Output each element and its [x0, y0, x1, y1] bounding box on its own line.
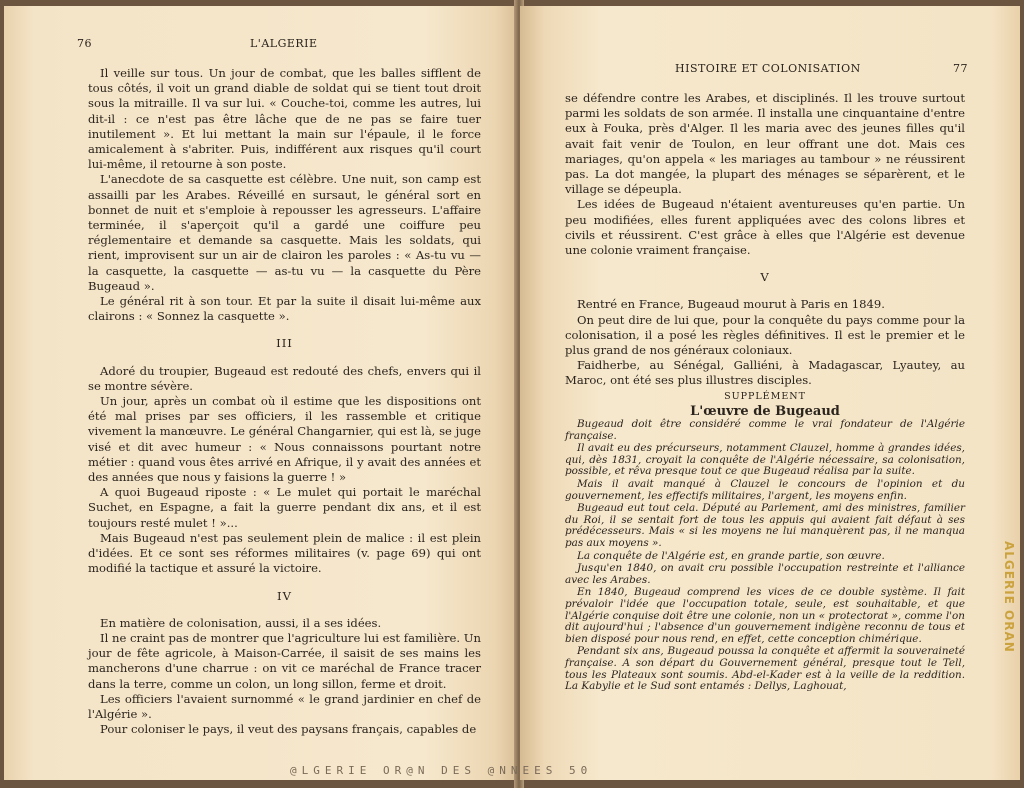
paragraph: Adoré du troupier, Bugeaud est redouté des chefs, envers qui il se montre sévère. [88, 363, 481, 393]
paragraph: A quoi Bugeaud riposte : « Le mulet qui portait le maréchal Suchet, en Espagne, a fait la guerre pendant dix ans, et il est toujours resté mulet ! »... [88, 485, 481, 530]
section-heading-v: V [760, 270, 770, 285]
supplement-paragraph: La conquête de l'Algérie est, en grande partie, son œuvre. [577, 549, 885, 562]
section-heading-iv: IV [277, 588, 292, 603]
supplement-paragraph: Pendant six ans, Bugeaud poussa la conquête et affermit la souveraineté française. A son départ du Gouvernement général, presque tout le Tell, tous les Plateaux sont soumis. Abd-el-Kader est à la veille de la reddition. La Kabylie et le Sud sont entamés : Dellys, Laghouat, [565, 645, 965, 693]
supplement-paragraph: Bugeaud doit être considéré comme le vrai fondateur de l'Algérie française. [565, 418, 965, 442]
paragraph: Il veille sur tous. Un jour de combat, que les balles sifflent de tous côtés, il voit un grand diable de soldat qui se tient tout droit sous la mitraille. Il va sur lui. « Couche-toi, comme les autres, lui dit-il : ce n'est pas être lâche que de ne pas se faire tuer inutilement ». Et lui mettant la main sur l'épaule, il le force amicalement à s'abriter. Puis, indifférent aux risques qu'il court lui-même, il retourne à son poste. [88, 66, 481, 172]
bottom-watermark: @LGERIE OR@N DES @NNEES 50 [290, 764, 593, 777]
supplement-paragraph: Bugeaud eut tout cela. Député au Parlement, ami des ministres, familier du Roi, il se sentait fort de tous les appuis qui avaient fait défaut à ses prédécesseurs. Mais « si les moyens ne lui manquèrent pas, il ne manqua pas aux moyens ». [565, 502, 965, 549]
paragraph: Les officiers l'avaient surnommé « le grand jardinier en chef de l'Algérie ». [88, 691, 481, 721]
supplement-heading: SUPPLÉMENT [724, 390, 806, 402]
section-iii-paragraphs [88, 364, 481, 577]
paragraph: Un jour, après un combat où il estime que les dispositions ont été mal prises par ses officiers, il les rassemble et critique vivement la manœuvre. Le général Changarnier, qui est là, se juge visé et dit avec humeur : « Nous connaissons pourtant notre métier : quand vous êtes arrivé en Afrique, il y avait des années et des années que nous y faisions la guerre ! » [88, 394, 481, 485]
paragraph: Les idées de Bugeaud n'étaient aventureuses qu'en partie. Un peu modifiées, elles furent appliquées avec des colons libres et civils et réussirent. C'est grâce à elles que l'Algérie est devenue une colonie vraiment française. [565, 197, 965, 258]
left-page-number: 76 [77, 37, 92, 50]
left-page-body [88, 66, 481, 737]
left-page [4, 6, 518, 780]
supplement-body [565, 419, 965, 693]
right-top-paragraphs [565, 91, 965, 258]
paragraph: se défendre contre les Arabes, et disciplinés. Il les trouve surtout parmi les soldats de son armée. Il installa une cinquantaine d'entre eux à Fouka, près d'Alger. Il les maria avec des jeunes filles qu'il avait fait venir de Toulon, en leur offrant une dot. Mais ces mariages, qu'on appela « les mariages au tambour » ne réussirent pas. La dot mangée, la plupart des ménages se séparèrent, et le village se dépeupla. [565, 91, 965, 197]
right-page-body [565, 91, 965, 694]
paragraph: Faidherbe, au Sénégal, Galliéni, à Madagascar, Lyautey, au Maroc, ont été ses plus illustres disciples. [565, 358, 965, 388]
paragraph: Rentré en France, Bugeaud mourut à Paris en 1849. [577, 297, 885, 312]
right-running-head: HISTOIRE ET COLONISATION [675, 62, 861, 75]
paragraph: Le général rit à son tour. Et par la suite il disait lui-même aux clairons : « Sonnez la casquette ». [88, 294, 481, 324]
supplement-paragraph: Il avait eu des précurseurs, notamment Clauzel, homme à grandes idées, qui, dès 1831, croyait la conquête de l'Algérie nécessaire, sa colonisation, possible, et rêva presque tout ce que Bugeaud réalisa par la suite. [565, 442, 965, 478]
paragraph: Pour coloniser le pays, il veut des paysans français, capables de [100, 722, 477, 737]
paragraph: Mais Bugeaud n'est pas seulement plein de malice : il est plein d'idées. Et ce sont ses réformes militaires (v. page 69) qui ont modifié la tactique et assuré la victoire. [88, 530, 481, 576]
right-page-number: 77 [953, 62, 968, 75]
supplement-title: L'œuvre de Bugeaud [690, 403, 840, 419]
left-top-paragraphs [88, 66, 481, 324]
section-iv-paragraphs [88, 616, 481, 738]
supplement-paragraph: Jusqu'en 1840, on avait cru possible l'occupation restreinte et l'alliance avec les Arabes. [565, 562, 965, 586]
paragraph: L'anecdote de sa casquette est célèbre. Une nuit, son camp est assailli par les Arabes. Réveillé en sursaut, le général sort en bonnet de nuit et s'emploie à repousser les agresseurs. L'affaire terminée, il s'aperçoit qu'il a gardé une coiffure peu réglementaire et demande sa casquette. Mais les soldats, qui rient, improvisent sur un air de clairon les paroles : « As-tu vu — la casquette, la casquette — as-tu vu — la casquette du Père Bugeaud ». [88, 172, 481, 293]
section-heading-iii: III [276, 336, 293, 351]
supplement-paragraph: Mais il avait manqué à Clauzel le concours de l'opinion et du gouvernement, les effectifs militaires, l'argent, les moyens enfin. [565, 478, 965, 502]
paragraph: On peut dire de lui que, pour la conquête du pays comme pour la colonisation, il a posé les règles définitives. Il est le premier et le plus grand de nos généraux coloniaux. [565, 312, 965, 358]
left-running-head: L'ALGERIE [250, 37, 318, 50]
paragraph: Il ne craint pas de montrer que l'agriculture lui est familière. Un jour de fête agricole, à Maison-Carrée, il saisit de ses mains les mancherons d'une charrue : on vit ce maréchal de France tracer dans la terre, comme un colon, un long sillon, ferme et droit. [88, 630, 481, 691]
section-v-paragraphs [565, 297, 965, 388]
supplement-paragraph: En 1840, Bugeaud comprend les vices de ce double système. Il fait prévaloir l'idée que l'occupation totale, seule, est souhaitable, et que l'Algérie conquise doit être une colonie, non un « protectorat », comme l'on dit aujourd'hui ; l'absence d'un gouvernement indigène reconnu de tous et bien disposé pour nous rend, en effet, cette conception chimérique. [565, 586, 965, 645]
paragraph: En matière de colonisation, aussi, il a ses idées. [100, 615, 382, 630]
side-watermark: ALGERIE ORAN [1002, 541, 1016, 653]
right-page [520, 6, 1020, 780]
